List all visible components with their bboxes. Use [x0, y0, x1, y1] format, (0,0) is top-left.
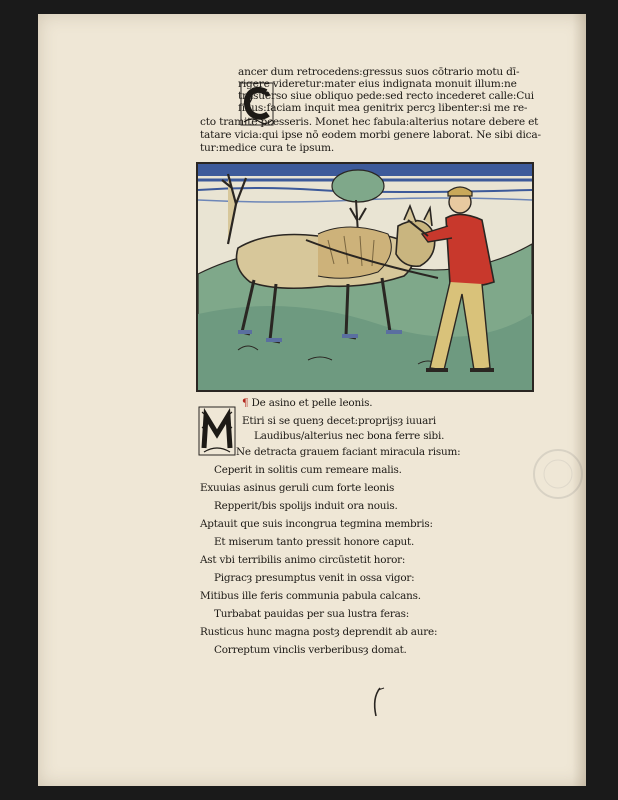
prose-line: cto tramite pcesseris. Monet hec fabula:alterius notare debere et [200, 116, 539, 128]
pilcrow-icon: ¶ [242, 397, 249, 409]
verse-line: Etiri si se quenȝ decet:proprijsȝ iuuari [242, 415, 437, 427]
verse-line: Turbabat pauidas per sua lustra feras: [214, 608, 410, 620]
verse-line: Laudibus/alterius nec bona ferre sibi. [254, 430, 445, 442]
ink-mark [368, 686, 386, 718]
prose-line: tatare vicia:qui ipse nō eodem morbi genere laborat. Ne sibi dica- [200, 129, 541, 141]
verse-line: Et miserum tanto pressit honore caput. [214, 536, 415, 548]
book-page [38, 14, 586, 786]
section-heading [242, 397, 372, 409]
prose-line: filius:faciam inquit mea genitrix percȝ libenter:si me re- [238, 102, 528, 114]
verse-line: Rusticus hunc magna postȝ deprendit ab aure: [200, 626, 438, 638]
prose-line: tur:medice cura te ipsum. [200, 142, 335, 154]
ornate-initial-m [198, 406, 236, 456]
verse-line: Repperit/bis spolijs induit ora nouis. [214, 500, 398, 512]
section-title: De asino et pelle leonis. [251, 397, 373, 409]
verse-line: Mitibus ille feris communia pabula calcans. [200, 590, 421, 602]
show-through [528, 444, 598, 674]
verse-line: Pigracȝ presumptus venit in ossa vigor: [214, 572, 415, 584]
woodcut-illustration [196, 162, 534, 392]
verse-line: Ast vbi terribilis animo circūstetit horor: [200, 554, 406, 566]
prose-line: ancer dum retrocedens:gressus suos cōtrario motu dī- [238, 66, 520, 78]
verse-line: Ceperit in solitis cum remeare malis. [214, 464, 402, 476]
prose-line: trāsuerso siue obliquo pede:sed recto incederet calle:Cui [238, 90, 534, 102]
verse-line: Ne detracta grauem faciant miracula risum: [236, 446, 461, 458]
verse-line: Aptauit que suis incongrua tegmina membris: [200, 518, 433, 530]
verse-line: Correptum vinclis verberibusȝ domat. [214, 644, 407, 656]
prose-line: rigere videretur:mater eius indignata monuit illum:ne [238, 78, 517, 90]
verse-line: Exuuias asinus geruli cum forte leonis [200, 482, 395, 494]
